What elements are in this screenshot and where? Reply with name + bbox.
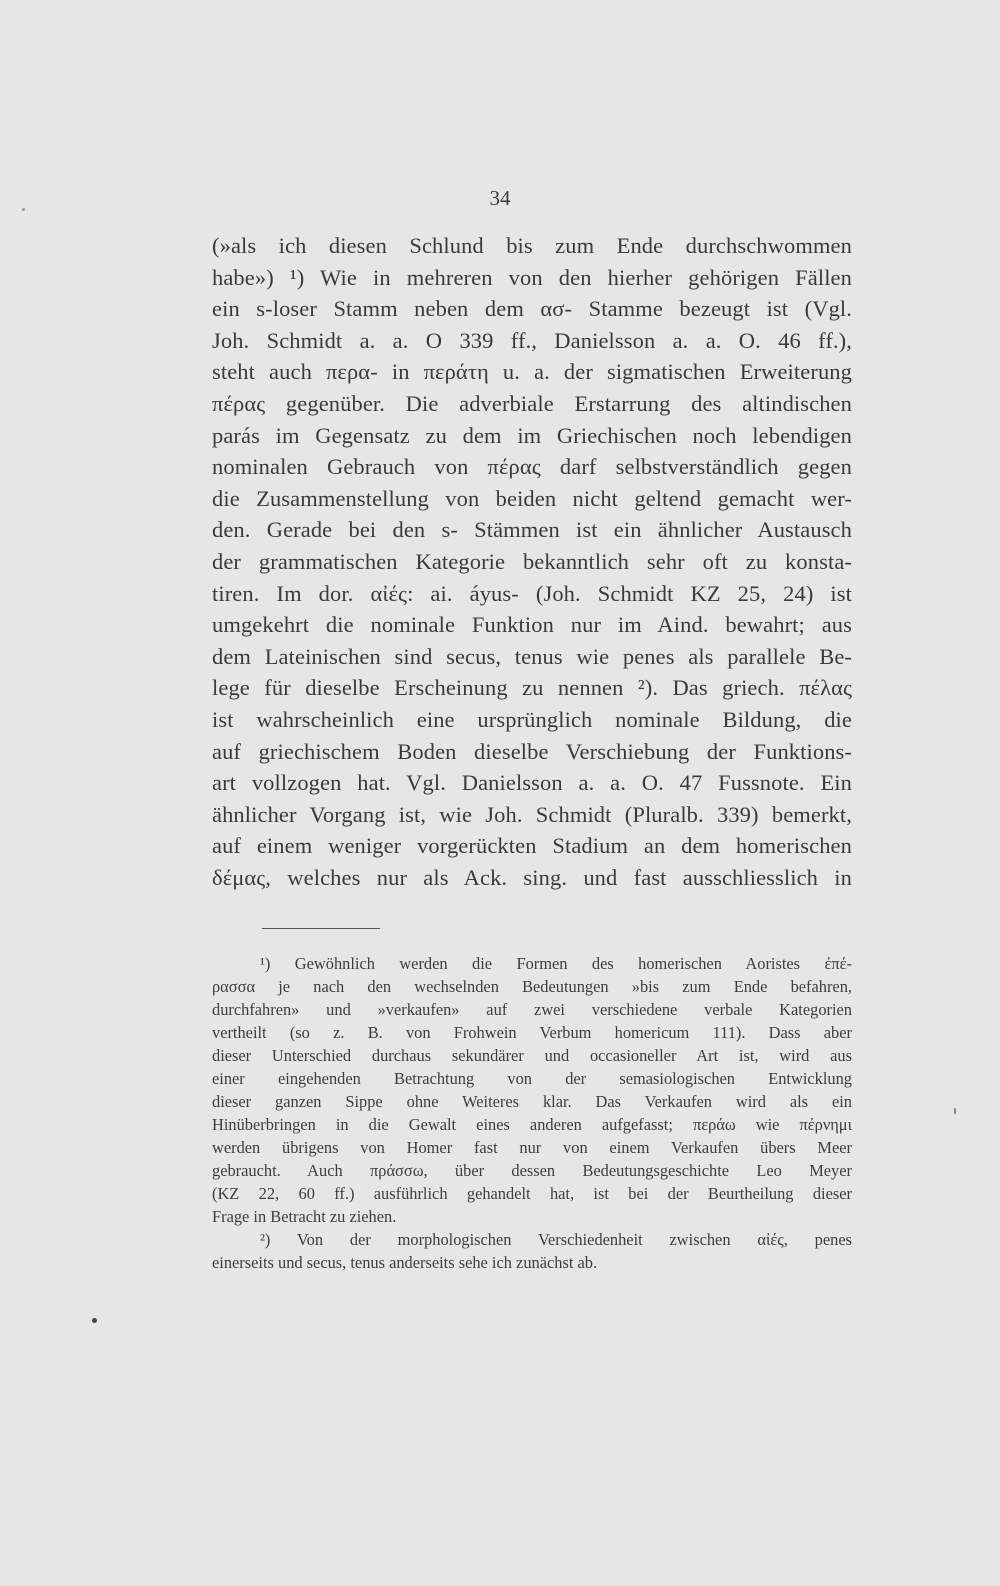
body-line: ein s-loser Stamm neben dem ασ- Stamme bezeugt ist (Vgl. [212,296,852,322]
body-line: auf griechischem Boden dieselbe Verschiebung der Funktions- [212,738,852,764]
body-line: tiren. Im dor. αἰές: ai. áyus- (Joh. Schmidt KZ 25, 24) ist [212,580,852,606]
footnote-line: ¹) Gewöhnlich werden die Formen des homerischen Aoristes ἐπέ- [260,954,852,973]
body-line: πέρας gegenüber. Die adverbiale Erstarrung des altindischen [212,390,852,416]
body-line: ähnlicher Vorgang ist, wie Joh. Schmidt (Pluralb. 339) bemerkt, [212,801,852,827]
body-line: umgekehrt die nominale Funktion nur im Aind. bewahrt; aus [212,612,852,638]
body-line: nominalen Gebrauch von πέρας darf selbstverständlich gegen [212,454,852,480]
paper-speck [92,1318,97,1323]
body-line: art vollzogen hat. Vgl. Danielsson a. a. O. 47 Fussnote. Ein [212,770,852,796]
body-line: (»als ich diesen Schlund bis zum Ende durchschwommen [212,233,852,258]
paper-speck [22,208,25,211]
footnote-line: einerseits und secus, tenus anderseits sehe ich zunächst ab. [212,1253,598,1272]
footnote-line: vertheilt (so z. B. von Frohwein Verbum homericum 111). Dass aber [212,1023,852,1042]
footnote-line: ρασσα je nach den wechselnden Bedeutungen »bis zum Ende befahren, [212,977,852,996]
footnotes [212,952,852,1274]
body-line: δέμας, welches nur als Ack. sing. und fast ausschliesslich in [212,864,852,890]
body-line: die Zusammenstellung von beiden nicht geltend gemacht wer- [212,485,852,511]
body-line: ist wahrscheinlich eine ursprünglich nominale Bildung, die [212,706,852,732]
body-line: lege für dieselbe Erscheinung zu nennen ²). Das griech. πέλας [212,675,852,701]
footnote-line: gebraucht. Auch πράσσω, über dessen Bedeutungsgeschichte Leo Meyer [212,1161,852,1180]
body-line: Joh. Schmidt a. a. O 339 ff., Danielsson a. a. O. 46 ff.), [212,327,852,353]
footnote-line: Hinüberbringen in die Gewalt eines anderen aufgefasst; περάω wie πέρνημι [212,1115,852,1134]
footnote-divider [262,928,380,929]
footnote-line: werden übrigens von Homer fast nur von einem Verkaufen übers Meer [212,1138,852,1157]
body-line: den. Gerade bei den s- Stämmen ist ein ähnlicher Austausch [212,517,852,543]
footnote-line: (KZ 22, 60 ff.) ausführlich gehandelt hat, ist bei der Beurtheilung dieser [212,1184,852,1203]
paper-speck [954,1108,956,1114]
footnote-line: dieser Unterschied durchaus sekundärer und occasioneller Art ist, wird aus [212,1046,852,1065]
footnote-line: dieser ganzen Sippe ohne Weiteres klar. Das Verkaufen wird als ein [212,1092,852,1111]
body-line: der grammatischen Kategorie bekanntlich sehr oft zu konsta- [212,548,852,574]
footnote-line: einer eingehenden Betrachtung von der semasiologischen Entwicklung [212,1069,852,1088]
footnote-line: durchfahren» und »verkaufen» auf zwei verschiedene verbale Kategorien [212,1000,852,1019]
body-line: dem Lateinischen sind secus, tenus wie penes als parallele Be- [212,643,852,669]
body-line: steht auch περα- in περάτη u. a. der sigmatischen Erweiterung [212,359,852,385]
footnote-line: ²) Von der morphologischen Verschiedenheit zwischen αἰές, penes [260,1230,852,1249]
body-text [212,230,852,893]
page-number: 34 [489,186,511,210]
footnote-line: Frage in Betracht zu ziehen. [212,1207,397,1226]
body-line: auf einem weniger vorgerückten Stadium an dem homerischen [212,833,852,859]
body-line: habe») ¹) Wie in mehreren von den hierher gehörigen Fällen [212,264,852,290]
body-line: parás im Gegensatz zu dem im Griechischen noch lebendigen [212,422,852,448]
